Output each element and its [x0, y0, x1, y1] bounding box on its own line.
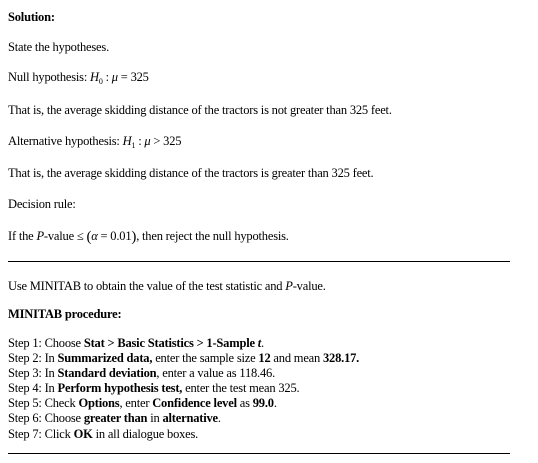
solution-heading: Solution: — [8, 10, 55, 24]
null-colon: : — [102, 70, 112, 84]
alt-hypothesis-label: Alternative hypothesis: — [8, 134, 123, 148]
minitab-intro-suffix: -value. — [292, 279, 326, 293]
divider-top — [8, 261, 510, 262]
null-mu-symbol: μ — [111, 70, 118, 84]
alt-hypothesis — [8, 134, 181, 153]
alt-mu-symbol: μ — [144, 134, 151, 148]
alt-colon: : — [135, 134, 145, 148]
alt-hypothesis-formula — [123, 134, 182, 148]
rule-open-paren: ( — [86, 229, 92, 245]
rule-suffix: , then reject the null hypothesis. — [136, 229, 289, 243]
rule-prefix: If the — [8, 229, 37, 243]
null-hypothesis — [8, 70, 149, 89]
alt-relation: > 325 — [150, 134, 182, 148]
step-5: Step 5: Check Options, enter Confidence level as 99.0. — [8, 396, 277, 411]
null-relation: = 325 — [117, 70, 149, 84]
divider-bottom — [8, 453, 510, 454]
step-6: Step 6: Choose greater than in alternative. — [8, 411, 221, 426]
null-meaning-text: That is, the average skidding distance of the tractors is not greater than 325 feet. — [8, 103, 392, 117]
alt-meaning-text: That is, the average skidding distance of the tractors is greater than 325 feet. — [8, 166, 374, 180]
rule-pvalue-suffix: -value ≤ — [43, 229, 87, 243]
null-hypothesis-formula — [90, 70, 149, 84]
step-7: Step 7: Click OK in all dialogue boxes. — [8, 426, 199, 441]
minitab-intro-prefix: Use MINITAB to obtain the value of the test statistic and — [8, 279, 286, 293]
step-2: Step 2: In Summarized data, enter the sample size 12 and mean 328.17. — [8, 351, 360, 366]
decision-rule-text — [8, 229, 289, 244]
rule-alpha-value: = 0.01 — [97, 229, 132, 243]
procedure-steps — [8, 336, 359, 442]
rule-close-paren: ) — [131, 229, 137, 245]
state-hypotheses-text: State the hypotheses. — [8, 40, 109, 54]
rule-p-symbol: P — [36, 229, 44, 243]
minitab-procedure-heading: MINITAB procedure: — [8, 307, 122, 321]
null-h-subscript: 0 — [98, 77, 103, 86]
alt-h-subscript: 1 — [131, 141, 136, 150]
alt-h-symbol: H — [122, 134, 132, 148]
null-h-symbol: H — [90, 70, 99, 84]
null-hypothesis-label: Null hypothesis: — [8, 70, 91, 84]
step-4: Step 4: In Perform hypothesis test, enter the test mean 325. — [8, 381, 300, 396]
rule-alpha-symbol: α — [91, 229, 98, 243]
decision-rule-heading: Decision rule: — [8, 197, 76, 211]
minitab-intro-text — [8, 279, 326, 293]
step-1: Step 1: Choose Stat > Basic Statistics > 1-Sample t. — [8, 336, 264, 350]
step-3: Step 3: In Standard deviation, enter a value as 118.46. — [8, 366, 276, 381]
minitab-intro-p: P — [285, 279, 293, 293]
